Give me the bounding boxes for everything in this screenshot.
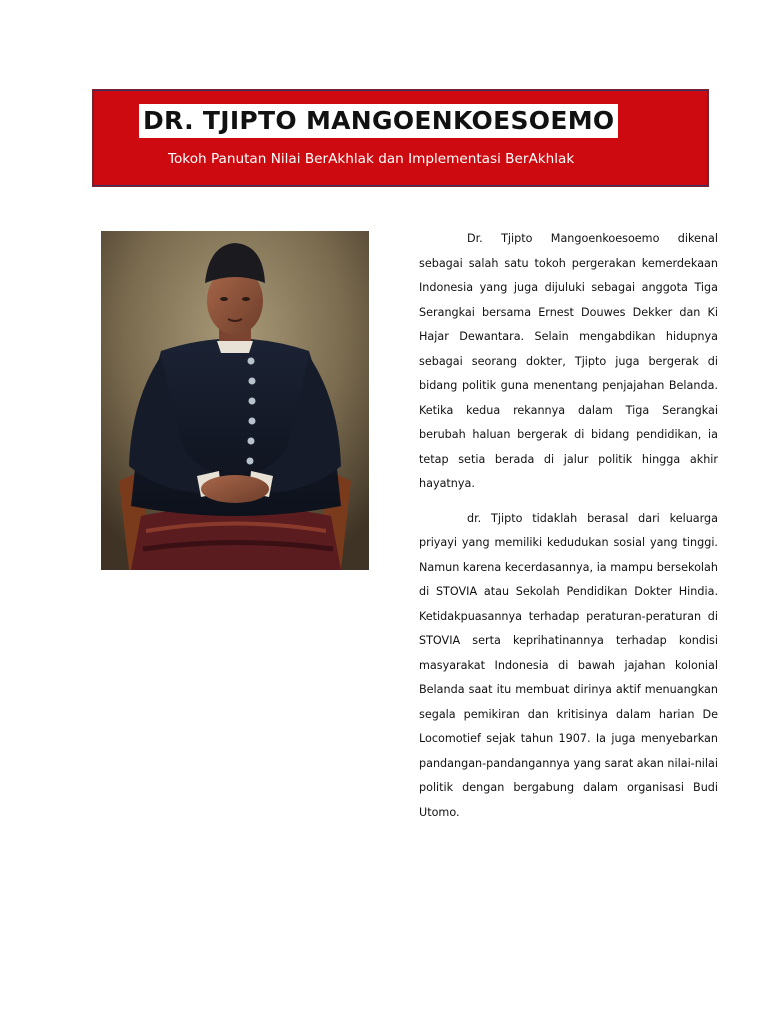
portrait-painting-icon <box>101 231 369 570</box>
paragraph-education: dr. Tjipto tidaklah berasal dari keluarga priyayi yang memiliki kedudukan sosial yang tinggi. Namun karena kecerdasannya, ia mampu bersekolah di STOVIA atau Sekolah Pendidikan Dokter Hindia. Ketidakpuasannya terhadap peraturan-peraturan di STOVIA serta keprihatinannya terhadap kondisi masyarakat Indonesia di bawah jajahan kolonial Belanda saat itu membuat dirinya aktif menuangkan segala pemikiran dan kritisinya dalam harian De Locomotief sejak tahun 1907. Ia juga menyebarkan pandangan-pandangannya yang sarat akan nilai-nilai politik dengan bergabung dalam organisasi Budi Utomo. <box>419 511 718 819</box>
page-title: DR. TJIPTO MANGOENKOESOEMO <box>139 104 618 138</box>
biography-text <box>419 227 718 835</box>
paragraph-intro: Dr. Tjipto Mangoenkoesoemo dikenal sebagai salah satu tokoh pergerakan kemerdekaan Indonesia yang juga dijuluki sebagai anggota Tiga Serangkai bersama Ernest Douwes Dekker dan Ki Hajar Dewantara. Selain mengabdikan hidupnya sebagai seorang dokter, Tjipto juga bergerak di bidang politik guna menentang penjajahan Belanda. Ketika kedua rekannya dalam Tiga Serangkai berubah haluan bergerak di bidang pendidikan, ia tetap setia berada di jalur politik hingga akhir hayatnya. <box>419 232 718 490</box>
page-subtitle: Tokoh Panutan Nilai BerAkhlak dan Implementasi BerAkhlak <box>168 151 575 167</box>
header-banner <box>92 89 709 187</box>
portrait-painting <box>101 231 369 570</box>
